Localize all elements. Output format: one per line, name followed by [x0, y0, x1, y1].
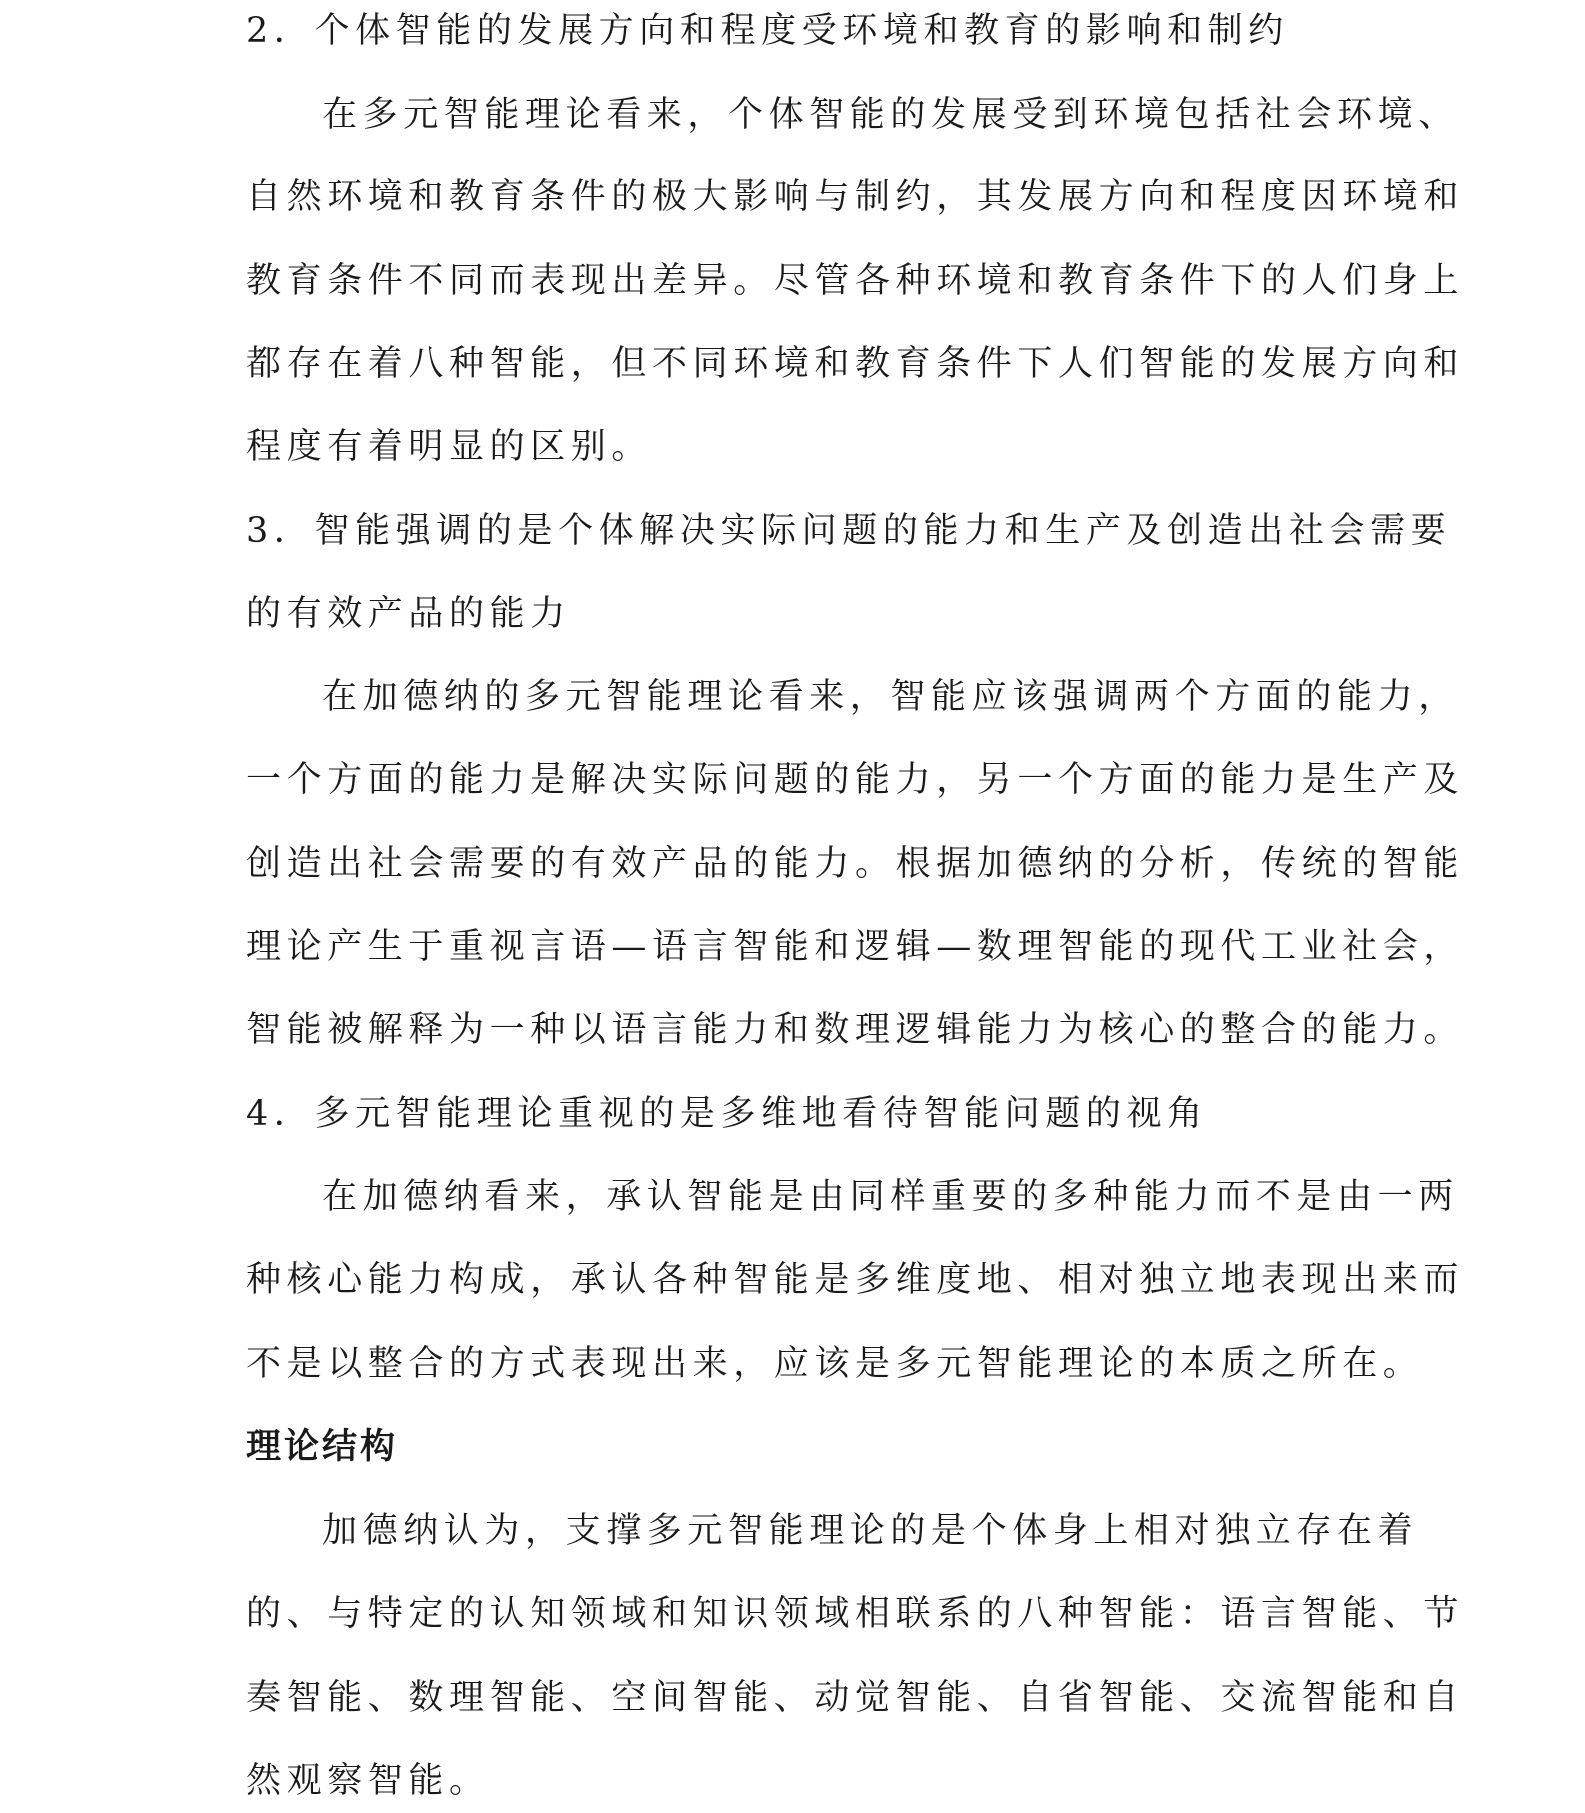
- paragraph-line: 智能被解释为一种以语言能力和数理逻辑能力为核心的整合的能力。: [246, 1010, 1465, 1050]
- paragraph-line: 的、与特定的认知领域和知识领域相联系的八种智能：语言智能、节: [246, 1594, 1465, 1634]
- paragraph-line: 不是以整合的方式表现出来，应该是多元智能理论的本质之所在。: [246, 1344, 1424, 1384]
- heading-3-line: 的有效产品的能力: [246, 594, 571, 634]
- paragraph-line: 在加德纳的多元智能理论看来，智能应该强调两个方面的能力，: [322, 677, 1459, 717]
- paragraph-line: 自然环境和教育条件的极大影响与制约，其发展方向和程度因环境和: [246, 177, 1465, 217]
- paragraph-line: 理论产生于重视言语—语言智能和逻辑—数理智能的现代工业社会，: [246, 927, 1465, 967]
- heading-4-line: 4．多元智能理论重视的是多维地看待智能问题的视角: [246, 1094, 1208, 1134]
- heading-2-line: 2．个体智能的发展方向和程度受环境和教育的影响和制约: [246, 11, 1289, 51]
- paragraph-line: 然观察智能。: [246, 1761, 490, 1801]
- paragraph-line: 创造出社会需要的有效产品的能力。根据加德纳的分析，传统的智能: [246, 844, 1465, 884]
- paragraph-line: 都存在着八种智能，但不同环境和教育条件下人们智能的发展方向和: [246, 344, 1465, 384]
- heading-3-line: 3．智能强调的是个体解决实际问题的能力和生产及创造出社会需要: [246, 511, 1452, 551]
- paragraph-line: 加德纳认为，支撑多元智能理论的是个体身上相对独立存在着: [322, 1511, 1419, 1551]
- paragraph-line: 奏智能、数理智能、空间智能、动觉智能、自省智能、交流智能和自: [246, 1678, 1465, 1718]
- paragraph-line: 在多元智能理论看来，个体智能的发展受到环境包括社会环境、: [322, 95, 1459, 135]
- paragraph-line: 在加德纳看来，承认智能是由同样重要的多种能力而不是由一两: [322, 1177, 1459, 1217]
- section-heading: 理论结构: [246, 1427, 399, 1467]
- paragraph-line: 教育条件不同而表现出差异。尽管各种环境和教育条件下的人们身上: [246, 261, 1465, 301]
- paragraph-line: 种核心能力构成，承认各种智能是多维度地、相对独立地表现出来而: [246, 1260, 1465, 1300]
- paragraph-line: 程度有着明显的区别。: [246, 427, 653, 467]
- paragraph-line: 一个方面的能力是解决实际问题的能力，另一个方面的能力是生产及: [246, 760, 1465, 800]
